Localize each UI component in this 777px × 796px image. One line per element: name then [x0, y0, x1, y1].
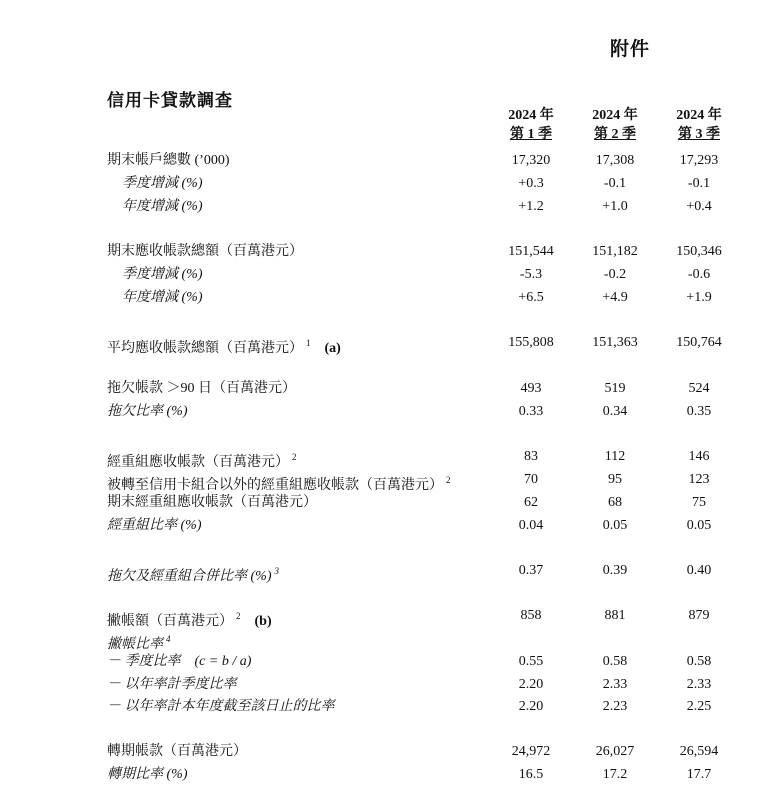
table-row-rescheduled-ratio — [0, 516, 777, 536]
column-quarter: 第 3 季 — [678, 127, 720, 142]
table-row-average-receivables — [0, 333, 777, 356]
value-q1: 16.5 — [518, 767, 544, 782]
value-q3: 123 — [688, 472, 710, 487]
value-q3: 75 — [692, 495, 706, 510]
value-q3: 26,594 — [679, 744, 719, 759]
value-q2: 112 — [604, 449, 626, 464]
column-year: 2024 年 — [592, 108, 638, 123]
value-q1: 17,320 — [511, 153, 551, 168]
value-q1: 2.20 — [518, 677, 544, 692]
value-q1: +0.3 — [518, 176, 544, 191]
value-q2: -0.1 — [603, 176, 627, 191]
table-row-rollover-ratio — [0, 765, 777, 785]
table-row-rescheduled — [0, 447, 777, 470]
table-row-charge-off-annualized — [0, 675, 777, 695]
row-label: 轉期比率 (%) — [107, 767, 188, 782]
value-q1: 151,544 — [508, 244, 554, 259]
value-q2: 17.2 — [602, 767, 628, 782]
value-q3: 524 — [688, 381, 710, 396]
table-row-accounts — [0, 151, 777, 171]
value-q2: 0.58 — [602, 654, 628, 669]
value-q3: 2.33 — [686, 677, 712, 692]
value-q3: 0.35 — [686, 404, 712, 419]
footnote-ref: 1 — [306, 338, 311, 348]
value-q3: 0.40 — [686, 563, 712, 578]
value-q1: -5.3 — [519, 267, 543, 282]
table-row-receivables — [0, 242, 777, 262]
column-header-q1 — [491, 106, 571, 144]
row-label: 期末經重組應收帳款（百萬港元） — [107, 495, 317, 510]
value-q1: 858 — [520, 608, 542, 623]
document-title: 信用卡貸款調查 — [107, 91, 233, 110]
value-q2: 2.23 — [602, 699, 628, 714]
table-row-charge-off-quarterly — [0, 652, 777, 672]
value-q3: 0.05 — [686, 518, 712, 533]
table-row-accounts-yoy — [0, 197, 777, 217]
row-label: 拖欠比率 (%) — [107, 404, 188, 419]
footnote-ref: 3 — [274, 566, 279, 576]
value-q1: 83 — [524, 449, 538, 464]
row-label: 季度增減 (%) — [122, 176, 203, 191]
value-q2: 68 — [608, 495, 622, 510]
row-label-group — [107, 561, 279, 587]
value-q2: 0.34 — [602, 404, 628, 419]
row-label: 撇帳比率 — [107, 637, 163, 652]
value-q2: 0.05 — [602, 518, 628, 533]
table-row-rollover — [0, 742, 777, 762]
value-q3: 17.7 — [686, 767, 712, 782]
value-q2: 151,363 — [592, 335, 638, 350]
row-label: － 以年率計本年度截至該日止的比率 — [107, 699, 335, 714]
column-header-q3 — [659, 106, 739, 144]
value-q1: +6.5 — [518, 290, 544, 305]
value-q1: 0.33 — [518, 404, 544, 419]
table-row-charge-off-ytd — [0, 697, 777, 717]
value-q2: 17,308 — [595, 153, 635, 168]
table-row-receivables-yoy — [0, 288, 777, 308]
table-row-charge-off-ratio-heading — [0, 629, 777, 652]
row-label: 年度增減 (%) — [122, 199, 203, 214]
value-q1: 62 — [524, 495, 538, 510]
value-q3: 17,293 — [679, 153, 719, 168]
value-q2: 26,027 — [595, 744, 635, 759]
row-label: － 季度比率 — [107, 654, 181, 669]
table-row-delinquent — [0, 379, 777, 399]
annex-label: 附件 — [610, 39, 651, 60]
row-label: 轉期帳款（百萬港元） — [107, 744, 247, 759]
footnote-ref: 4 — [166, 634, 171, 644]
footnote-ref: 2 — [446, 475, 451, 485]
column-header-q2 — [575, 106, 655, 144]
row-label-group — [107, 333, 341, 359]
footnote-ref: 2 — [236, 611, 241, 621]
row-label: 期末帳戶總數 (’000) — [107, 153, 230, 168]
row-label: 平均應收帳款總額（百萬港元） — [107, 341, 303, 356]
row-label-group — [107, 652, 251, 672]
footnote-ref: 2 — [292, 452, 297, 462]
row-tag: (a) — [324, 341, 341, 356]
value-q3: 2.25 — [686, 699, 712, 714]
value-q1: 0.37 — [518, 563, 544, 578]
table-row-charge-off — [0, 606, 777, 629]
value-q2: 0.39 — [602, 563, 628, 578]
value-q2: 95 — [608, 472, 622, 487]
value-q1: 493 — [520, 381, 542, 396]
value-q3: +1.9 — [686, 290, 712, 305]
value-q3: -0.6 — [687, 267, 711, 282]
value-q3: 150,764 — [676, 335, 722, 350]
row-label: 撇帳額（百萬港元） — [107, 614, 233, 629]
value-q2: 519 — [604, 381, 626, 396]
value-q3: +0.4 — [686, 199, 712, 214]
table-row-accounts-qoq — [0, 174, 777, 194]
row-label: 經重組比率 (%) — [107, 518, 202, 533]
column-year: 2024 年 — [676, 108, 722, 123]
row-label: 期末應收帳款總額（百萬港元） — [107, 244, 303, 259]
value-q2: 881 — [604, 608, 626, 623]
value-q3: 150,346 — [676, 244, 722, 259]
row-label: 季度增減 (%) — [122, 267, 203, 282]
row-label: 被轉至信用卡組合以外的經重組應收帳款（百萬港元） — [107, 478, 443, 493]
value-q2: 2.33 — [602, 677, 628, 692]
value-q3: 879 — [688, 608, 710, 623]
table-row-combined-ratio — [0, 561, 777, 584]
column-quarter: 第 1 季 — [510, 127, 552, 142]
value-q1: 2.20 — [518, 699, 544, 714]
column-quarter: 第 2 季 — [594, 127, 636, 142]
table-row-rescheduled-end — [0, 493, 777, 513]
row-label: 拖欠帳款 ＞90 日（百萬港元） — [107, 381, 296, 396]
row-label: － 以年率計季度比率 — [107, 677, 237, 692]
value-q3: 146 — [688, 449, 710, 464]
value-q1: +1.2 — [518, 199, 544, 214]
table-row-rescheduled-transferred — [0, 470, 777, 493]
row-label: 年度增減 (%) — [122, 290, 203, 305]
value-q2: +1.0 — [602, 199, 628, 214]
column-year: 2024 年 — [508, 108, 554, 123]
row-formula: (c = b / a) — [194, 654, 252, 669]
table-row-delinquency-ratio — [0, 402, 777, 422]
row-label: 拖欠及經重組合併比率 (%) — [107, 569, 272, 584]
value-q1: 0.04 — [518, 518, 544, 533]
row-label: 經重組應收帳款（百萬港元） — [107, 455, 289, 470]
value-q1: 0.55 — [518, 654, 544, 669]
value-q2: -0.2 — [603, 267, 627, 282]
table-row-receivables-qoq — [0, 265, 777, 285]
value-q2: +4.9 — [602, 290, 628, 305]
value-q1: 155,808 — [508, 335, 554, 350]
value-q1: 24,972 — [511, 744, 551, 759]
value-q3: 0.58 — [686, 654, 712, 669]
row-tag: (b) — [254, 614, 272, 629]
value-q2: 151,182 — [592, 244, 638, 259]
value-q3: -0.1 — [687, 176, 711, 191]
value-q1: 70 — [524, 472, 538, 487]
